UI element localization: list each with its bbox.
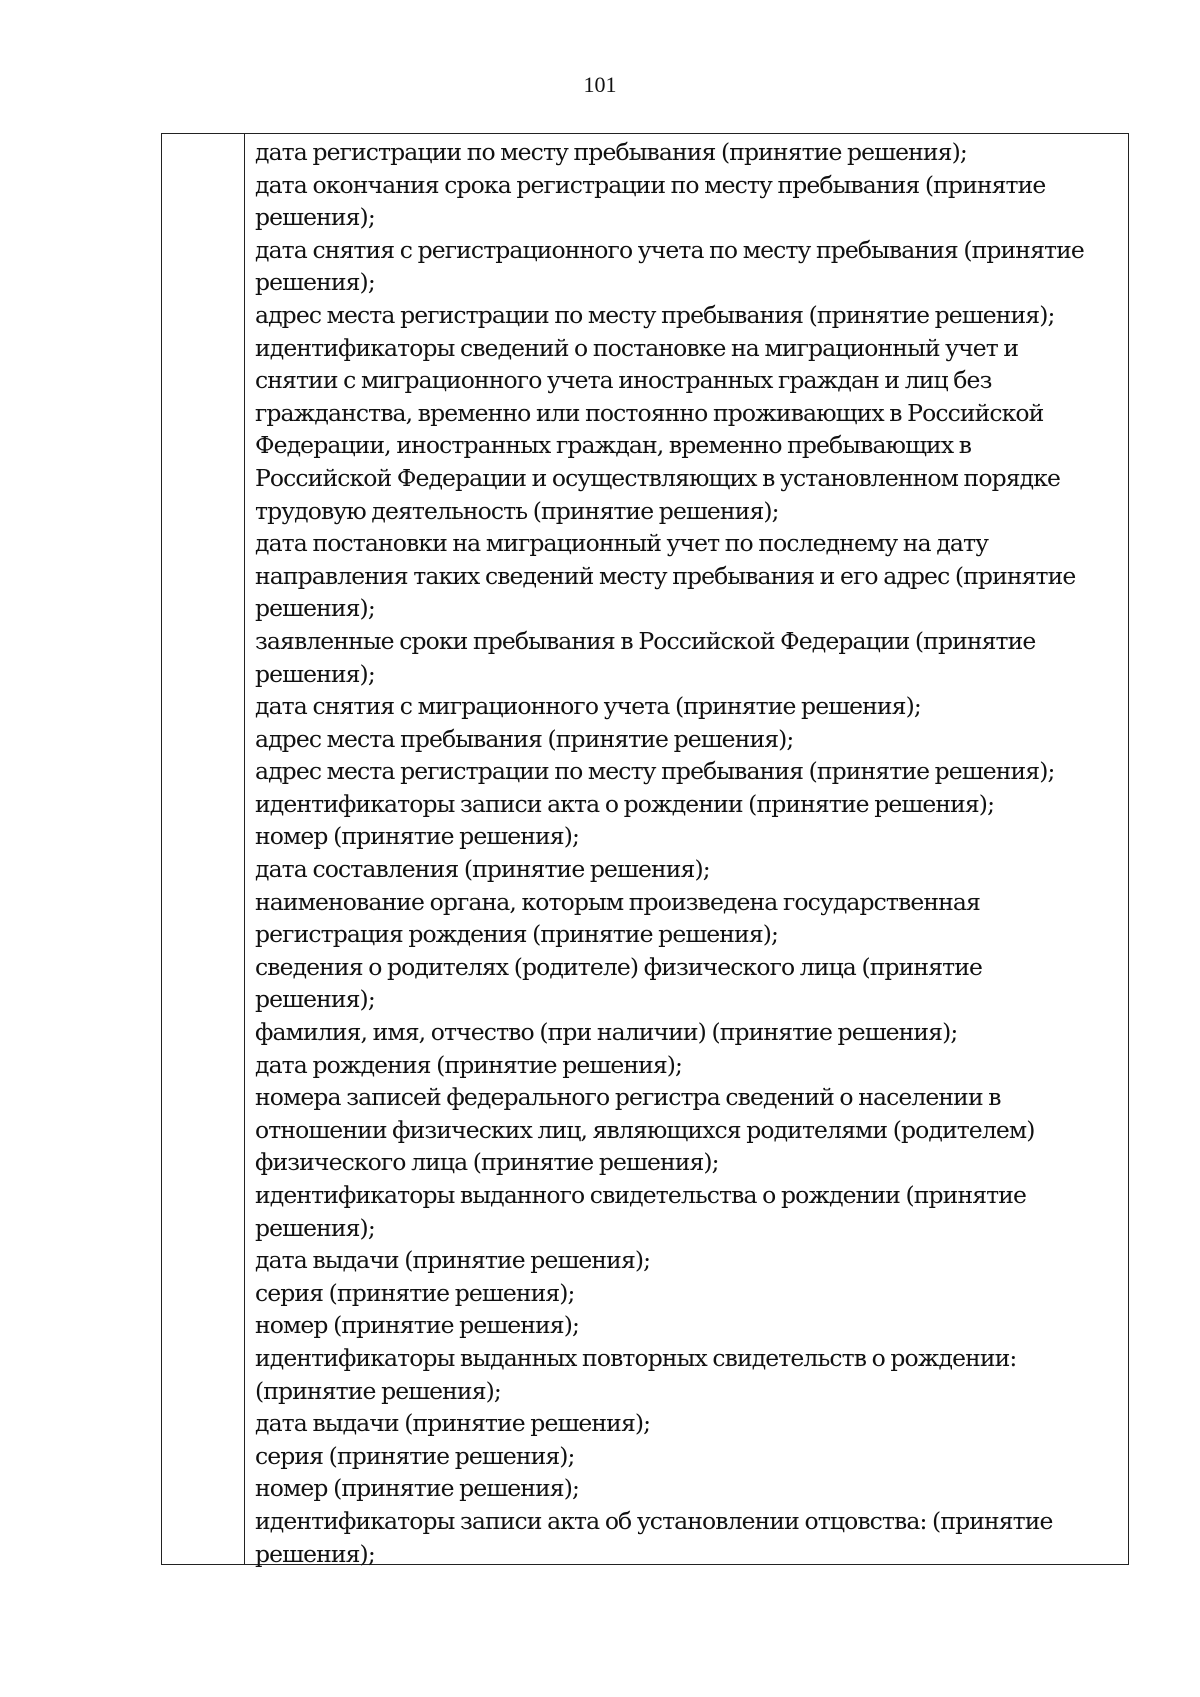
text-line: заявленные сроки пребывания в Российской Федерации (принятие	[255, 626, 1036, 655]
text-line: идентификаторы сведений о постановке на миграционный учет и	[255, 333, 1019, 362]
table-cell-text	[255, 136, 1121, 1570]
text-line: трудовую деятельность (принятие решения);	[255, 496, 779, 525]
text-line: решения);	[255, 203, 375, 232]
text-line: дата окончания срока регистрации по месту пребывания (принятие	[255, 170, 1046, 199]
text-line: дата снятия с миграционного учета (принятие решения);	[255, 692, 921, 721]
text-line: Федерации, иностранных граждан, временно пребывающих в	[255, 431, 972, 460]
text-line: решения);	[255, 1539, 375, 1568]
text-line: идентификаторы записи акта об установлении отцовства: (принятие	[255, 1506, 1053, 1535]
text-line: решения);	[255, 594, 375, 623]
text-line: дата постановки на миграционный учет по последнему на дату	[255, 529, 989, 558]
text-line: дата выдачи (принятие решения);	[255, 1246, 651, 1275]
text-line: Российской Федерации и осуществляющих в установленном порядке	[255, 463, 1060, 492]
text-line: адрес места регистрации по месту пребывания (принятие решения);	[255, 757, 1055, 786]
text-line: снятии с миграционного учета иностранных граждан и лиц без	[255, 366, 992, 395]
document-table	[161, 133, 1129, 1568]
text-line: дата выдачи (принятие решения);	[255, 1409, 651, 1438]
text-line: номер (принятие решения);	[255, 1311, 580, 1340]
page-number: 101	[583, 72, 617, 97]
text-line: дата регистрации по месту пребывания (принятие решения);	[255, 138, 967, 166]
text-line: (принятие решения);	[255, 1376, 501, 1405]
text-line: физического лица (принятие решения);	[255, 1148, 719, 1177]
text-line: решения);	[255, 985, 375, 1014]
text-line: дата снятия с регистрационного учета по месту пребывания (принятие	[255, 235, 1084, 264]
text-line: дата рождения (принятие решения);	[255, 1050, 683, 1079]
text-line: гражданства, временно или постоянно проживающих в Российской	[255, 398, 1044, 427]
text-line: номер (принятие решения);	[255, 1474, 580, 1503]
text-line: отношении физических лиц, являющихся родителями (родителем)	[255, 1115, 1035, 1144]
text-line: адрес места регистрации по месту пребывания (принятие решения);	[255, 300, 1055, 329]
text-line: номера записей федерального регистра сведений о населении в	[255, 1083, 1001, 1112]
text-line: наименование органа, которым произведена государственная	[255, 887, 980, 916]
text-line: номер (принятие решения);	[255, 822, 580, 851]
text-line: решения);	[255, 268, 375, 297]
text-line: сведения о родителях (родителе) физического лица (принятие	[255, 952, 982, 981]
text-line: направления таких сведений месту пребывания и его адрес (принятие	[255, 561, 1076, 590]
text-line: серия (принятие решения);	[255, 1278, 575, 1307]
text-line: адрес места пребывания (принятие решения);	[255, 724, 794, 753]
text-line: дата составления (принятие решения);	[255, 855, 710, 884]
text-line: идентификаторы записи акта о рождении (принятие решения);	[255, 789, 995, 818]
text-line: решения);	[255, 1213, 375, 1242]
text-line: решения);	[255, 659, 375, 688]
text-line: регистрация рождения (принятие решения);	[255, 920, 779, 949]
text-line: серия (принятие решения);	[255, 1441, 575, 1470]
column-divider	[244, 134, 245, 1564]
text-line: идентификаторы выданного свидетельства о рождении (принятие	[255, 1181, 1026, 1209]
text-line: фамилия, имя, отчество (при наличии) (принятие решения);	[255, 1018, 958, 1047]
text-line: идентификаторы выданных повторных свидетельств о рождении:	[255, 1343, 1017, 1372]
